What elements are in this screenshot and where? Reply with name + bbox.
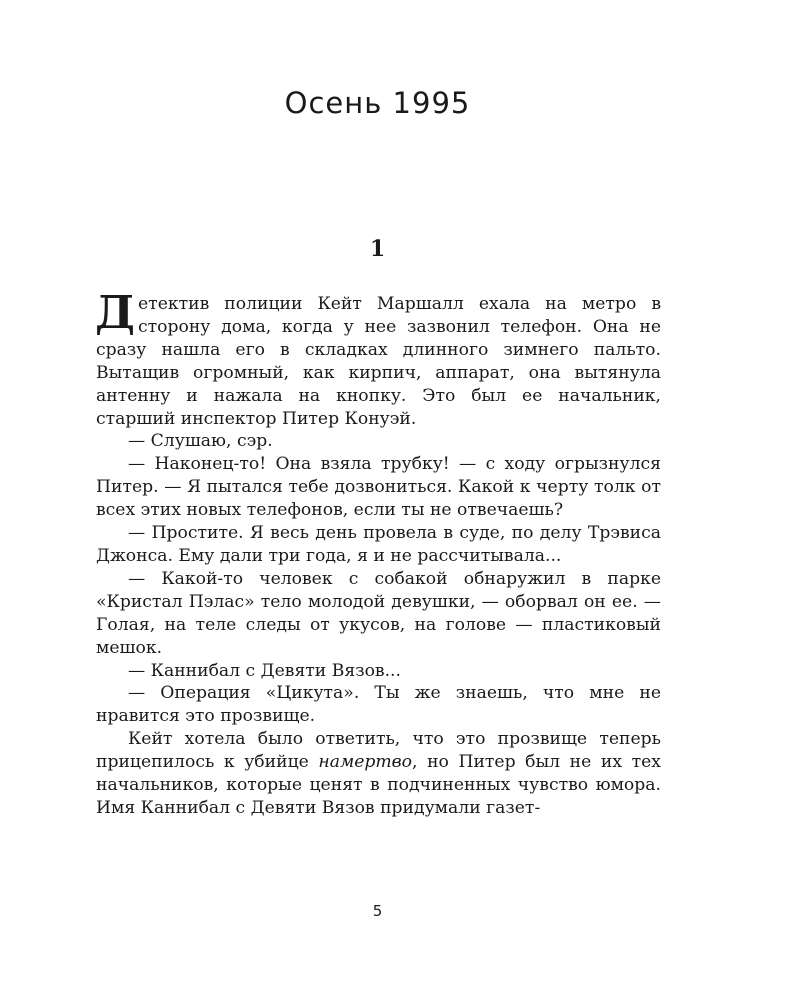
paragraph-text: етектив полиции Кейт Маршалл ехала на метро в сторону дома, когда у нее зазвонил телефон. Она не сразу нашла его в складках длинного зимнего пальто. Вытащив огромный, как кирпич, аппарат, она вытянула антенну и нажала на кнопку. Это был ее начальник, старший инспектор Питер Конуэй. [96, 294, 661, 429]
dialogue-line: — Каннибал с Девяти Вязов... [128, 660, 401, 681]
dialogue-line: — Простите. Я весь день провела в суде, по делу Трэвиса Джонса. Ему дали три года, я и не рассчитывала... [96, 523, 661, 566]
dialogue-line: — Наконец-то! Она взяла трубку! — с ходу огрызнулся Питер. — Я пытался тебе дозвониться. Какой к черту толк от всех этих новых телефонов, если ты не отвечаешь? [96, 454, 661, 521]
dialogue-line: — Какой-то человек с собакой обнаружил в парке «Кристал Пэлас» тело молодой девушки, — оборвал он ее. — Голая, на теле следы от укусов, на голове — пластиковый мешок. [96, 568, 661, 658]
dialogue-line: — Слушаю, сэр. [128, 431, 273, 452]
drop-cap: Д [95, 286, 136, 339]
dialogue-line: — Операция «Цикута». Ты же знаешь, что мне не нравится это прозвище. [96, 683, 661, 727]
paragraph-text: Кейт хотела было ответить, что это прозвище теперь прицепилось к убийце [96, 729, 661, 773]
paragraph [95, 286, 661, 430]
paragraph [96, 728, 661, 820]
chapter-number: 1 [369, 236, 386, 262]
chapter-text [95, 286, 661, 820]
part-title: Осень 1995 [284, 86, 471, 120]
paragraph-text: , но Питер был не их тех начальников, которые ценят в подчиненных чувство юмора. Имя Каннибал с Девяти Вязов придумали газет- [96, 752, 661, 818]
page-number: 5 [372, 902, 383, 920]
emphasized-word: намертво [318, 752, 413, 773]
